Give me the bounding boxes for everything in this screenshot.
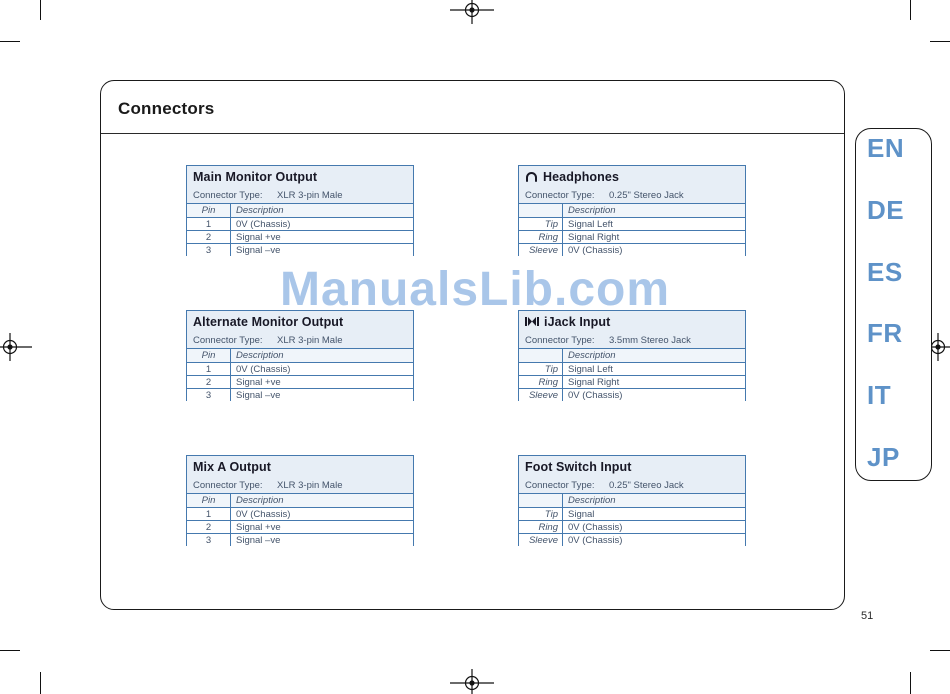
connector-type-row bbox=[187, 332, 413, 348]
description-cell: 0V (Chassis) bbox=[568, 244, 623, 256]
description-cell: Signal +ve bbox=[236, 376, 281, 388]
page-number: 51 bbox=[861, 610, 874, 622]
manualslib-watermark: ManualsLib.com bbox=[279, 263, 671, 316]
language-item-de[interactable]: DE bbox=[867, 194, 905, 225]
description-cell: 0V (Chassis) bbox=[236, 508, 291, 520]
connector-table bbox=[186, 165, 414, 256]
table-title-bar bbox=[519, 456, 745, 477]
title-divider bbox=[101, 133, 844, 134]
page-title: Connectors bbox=[118, 99, 215, 118]
description-cell: Signal +ve bbox=[236, 231, 281, 243]
table-title: Mix A Output bbox=[193, 459, 272, 474]
connector-table bbox=[518, 165, 746, 256]
connector-table bbox=[186, 310, 414, 401]
pin-cell: 3 bbox=[187, 534, 231, 546]
connector-type-row bbox=[187, 187, 413, 203]
table-title: Alternate Monitor Output bbox=[193, 314, 344, 329]
table-row bbox=[187, 507, 413, 520]
description-cell: Signal bbox=[568, 508, 595, 520]
table-row bbox=[187, 375, 413, 388]
description-cell: 0V (Chassis) bbox=[568, 534, 623, 546]
connector-type-label: Connector Type: bbox=[193, 189, 263, 201]
column-header-pin bbox=[519, 204, 563, 217]
description-cell: 0V (Chassis) bbox=[236, 363, 291, 375]
table-header-row bbox=[187, 348, 413, 362]
table-header-row bbox=[519, 493, 745, 507]
table-title: Headphones bbox=[543, 169, 620, 184]
connector-table bbox=[518, 455, 746, 546]
table-row bbox=[187, 217, 413, 230]
table-title: Main Monitor Output bbox=[193, 169, 318, 184]
connector-type-row bbox=[187, 477, 413, 493]
crop-mark bbox=[0, 41, 20, 42]
crop-mark bbox=[930, 650, 950, 651]
language-item-fr[interactable]: FR bbox=[867, 318, 903, 349]
registration-mark bbox=[450, 669, 494, 694]
column-header-description: Description bbox=[236, 495, 284, 506]
language-item-it[interactable]: IT bbox=[867, 380, 892, 411]
column-header-description: Description bbox=[568, 350, 616, 361]
column-header-description: Description bbox=[236, 205, 284, 216]
table-row bbox=[187, 243, 413, 256]
pin-cell: Ring bbox=[519, 376, 563, 388]
column-header-description: Description bbox=[568, 205, 616, 216]
table-title: iJack Input bbox=[544, 314, 611, 329]
connector-type-value: XLR 3-pin Male bbox=[277, 189, 343, 201]
column-header-description: Description bbox=[236, 350, 284, 361]
table-row bbox=[519, 230, 745, 243]
table-row bbox=[519, 388, 745, 401]
description-cell: 0V (Chassis) bbox=[236, 218, 291, 230]
connector-type-row bbox=[519, 187, 745, 203]
description-cell: Signal –ve bbox=[236, 244, 281, 256]
connector-type-label: Connector Type: bbox=[525, 334, 595, 346]
crop-mark bbox=[40, 672, 41, 694]
column-header-pin: Pin bbox=[187, 349, 231, 362]
pin-cell: 3 bbox=[187, 244, 231, 256]
table-header-row bbox=[519, 203, 745, 217]
crop-mark bbox=[910, 0, 911, 20]
language-item-es[interactable]: ES bbox=[867, 256, 903, 287]
headphones-icon bbox=[525, 171, 538, 182]
connector-type-label: Connector Type: bbox=[525, 189, 595, 201]
connector-type-label: Connector Type: bbox=[193, 334, 263, 346]
connector-type-row bbox=[519, 332, 745, 348]
pin-cell: Ring bbox=[519, 231, 563, 243]
column-header-pin: Pin bbox=[187, 494, 231, 507]
connector-type-value: 0.25" Stereo Jack bbox=[609, 479, 684, 491]
column-header-pin bbox=[519, 494, 563, 507]
table-row bbox=[519, 375, 745, 388]
table-row bbox=[187, 362, 413, 375]
pin-cell: Sleeve bbox=[519, 244, 563, 256]
description-cell: 0V (Chassis) bbox=[568, 521, 623, 533]
crop-mark bbox=[40, 0, 41, 20]
description-cell: Signal Right bbox=[568, 376, 620, 388]
table-row bbox=[519, 362, 745, 375]
table-header-row bbox=[187, 203, 413, 217]
ijack-icon bbox=[525, 316, 539, 327]
pin-cell: 1 bbox=[187, 508, 231, 520]
content-panel bbox=[100, 80, 845, 610]
table-title: Foot Switch Input bbox=[525, 459, 632, 474]
connector-type-value: 3.5mm Stereo Jack bbox=[609, 334, 691, 346]
table-header-row bbox=[187, 493, 413, 507]
table-row bbox=[519, 533, 745, 546]
language-item-jp[interactable]: JP bbox=[867, 441, 900, 472]
connector-type-value: XLR 3-pin Male bbox=[277, 479, 343, 491]
pin-cell: 3 bbox=[187, 389, 231, 401]
description-cell: 0V (Chassis) bbox=[568, 389, 623, 401]
pin-cell: 2 bbox=[187, 521, 231, 533]
column-header-description: Description bbox=[568, 495, 616, 506]
table-header-row bbox=[519, 348, 745, 362]
description-cell: Signal +ve bbox=[236, 521, 281, 533]
crop-mark bbox=[0, 650, 20, 651]
table-title-bar bbox=[519, 166, 745, 187]
crop-mark bbox=[930, 41, 950, 42]
table-title-bar bbox=[187, 311, 413, 332]
language-item-en[interactable]: EN bbox=[867, 133, 905, 163]
registration-mark bbox=[0, 333, 32, 361]
pin-cell: 2 bbox=[187, 376, 231, 388]
connector-table bbox=[518, 310, 746, 401]
description-cell: Signal Left bbox=[568, 363, 613, 375]
pin-cell: Sleeve bbox=[519, 534, 563, 546]
description-cell: Signal –ve bbox=[236, 534, 281, 546]
table-row bbox=[187, 388, 413, 401]
crop-mark bbox=[910, 672, 911, 694]
table-title-bar bbox=[187, 456, 413, 477]
connector-type-label: Connector Type: bbox=[193, 479, 263, 491]
connector-table bbox=[186, 455, 414, 546]
table-row bbox=[519, 520, 745, 533]
table-row bbox=[519, 243, 745, 256]
pin-cell: Tip bbox=[519, 363, 563, 375]
column-header-pin: Pin bbox=[187, 204, 231, 217]
description-cell: Signal –ve bbox=[236, 389, 281, 401]
pin-cell: 1 bbox=[187, 363, 231, 375]
connector-type-value: 0.25" Stereo Jack bbox=[609, 189, 684, 201]
pin-cell: Tip bbox=[519, 218, 563, 230]
description-cell: Signal Left bbox=[568, 218, 613, 230]
registration-mark bbox=[450, 0, 494, 24]
connector-type-label: Connector Type: bbox=[525, 479, 595, 491]
table-row bbox=[187, 533, 413, 546]
connector-type-row bbox=[519, 477, 745, 493]
pin-cell: Tip bbox=[519, 508, 563, 520]
table-title-bar bbox=[187, 166, 413, 187]
column-header-pin bbox=[519, 349, 563, 362]
pin-cell: 2 bbox=[187, 231, 231, 243]
table-row bbox=[519, 507, 745, 520]
table-row bbox=[187, 520, 413, 533]
description-cell: Signal Right bbox=[568, 231, 620, 243]
pin-cell: Sleeve bbox=[519, 389, 563, 401]
language-tab bbox=[855, 128, 932, 481]
connector-type-value: XLR 3-pin Male bbox=[277, 334, 343, 346]
pin-cell: Ring bbox=[519, 521, 563, 533]
connector-tables-grid bbox=[186, 165, 746, 546]
table-row bbox=[519, 217, 745, 230]
table-row bbox=[187, 230, 413, 243]
pin-cell: 1 bbox=[187, 218, 231, 230]
table-title-bar bbox=[519, 311, 745, 332]
